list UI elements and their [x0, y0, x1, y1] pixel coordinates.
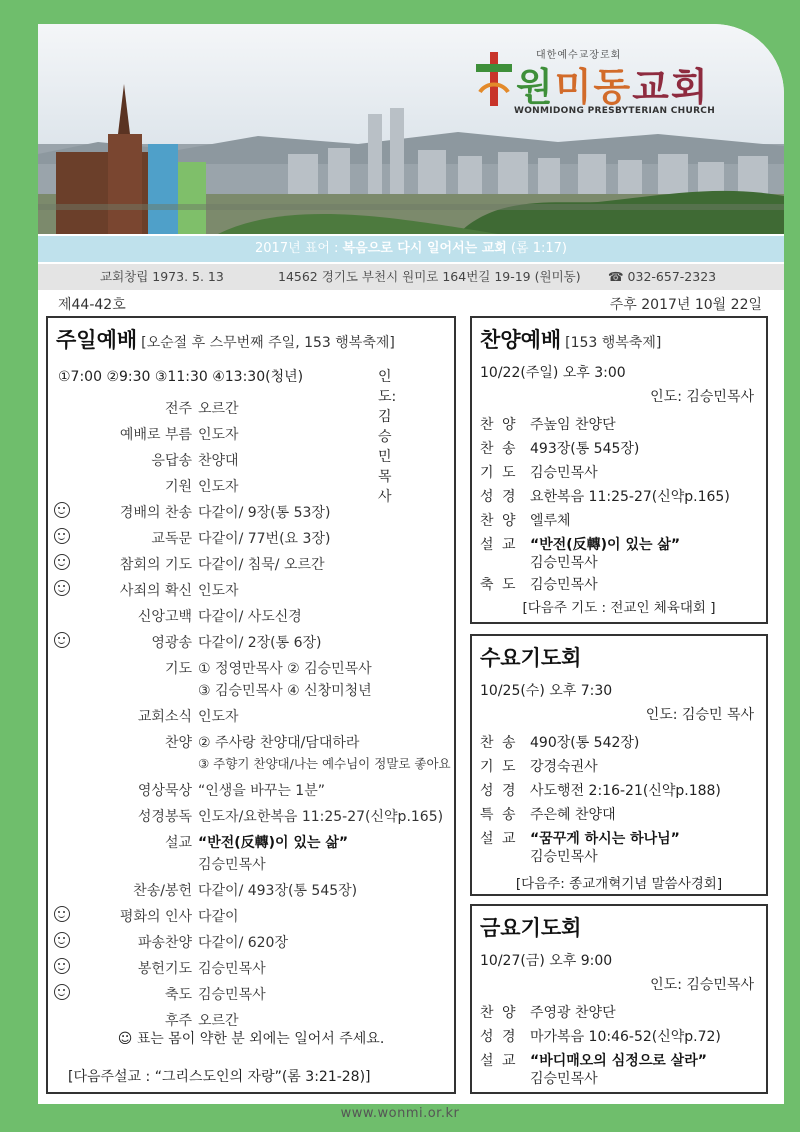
friday-row: 찬 양 주영광 찬양단 [480, 1005, 616, 1021]
church-info-bar [38, 264, 784, 290]
church-name: 원미동교회 [516, 65, 710, 109]
order-row: 평화의 인사 다같이 [48, 906, 454, 932]
friday-date: 10/27(금) 오후 9:00 [480, 953, 613, 969]
friday-order [472, 1002, 766, 1090]
standing-note: ☺ 표는 몸이 약한 분 외에는 일어서 주세요. [117, 1031, 385, 1047]
prayer-row: 기도 ① 정영만목사 ② 김승민목사 ③ 김승민목사 ④ 신창미청년 [164, 661, 372, 699]
wednesday-prayer-box [470, 634, 768, 896]
church-logo [476, 46, 726, 126]
order-row: 봉헌기도 김승민목사 [48, 958, 454, 984]
issue-number: 제44-42호 [58, 297, 126, 313]
praise-next: [다음주 기도 : 전교인 체육대회 ] [522, 600, 716, 616]
next-sermon: [다음주설교 : “그리스도인의 자랑”(롬 3:21-28)] [68, 1069, 371, 1085]
order-row: 참회의 기도 다같이/ 침묵/ 오르간 [48, 554, 454, 580]
stand-icon [54, 502, 70, 518]
order-row: 축도 김승민목사 [48, 984, 454, 1010]
wednesday-row: 찬 송 490장(통 542장) [480, 735, 640, 751]
stand-icon [54, 906, 70, 922]
phone: ☎ 032-657-2323 [608, 269, 717, 284]
friday-row: 성 경 마가복음 10:46-52(신약p.72) [480, 1029, 721, 1045]
praise-leader: 인도: 김승민목사 [650, 389, 754, 405]
sunday-worship-box [46, 316, 456, 1094]
praise-row: 찬 양 엘루체 [480, 513, 571, 529]
stand-icon [54, 528, 70, 544]
wednesday-date: 10/25(수) 오후 7:30 [480, 683, 613, 699]
church-english-name: WONMIDONG PRESBYTERIAN CHURCH [514, 106, 716, 116]
order-row: 교독문 다같이/ 77번(요 3장) [48, 528, 454, 554]
bulletin-sheet [38, 24, 784, 1104]
praise-row: 성 경 요한복음 11:25-27(신약p.165) [480, 489, 730, 505]
friday-prayer-box [470, 904, 768, 1094]
friday-sermon-row: 설 교 “바디매오의 심정으로 살라” 김승민목사 [480, 1053, 707, 1087]
service-times: ①7:00 ②9:30 ③11:30 ④13:30(청년) 인도: 김승민목사 [58, 366, 303, 386]
praise-row: 기 도 김승민목사 [480, 465, 598, 481]
friday-leader: 인도: 김승민목사 [650, 977, 754, 993]
yearly-motto: 2017년 표어 : 복음으로 다시 일어서는 교회 (롬 1:17) [38, 236, 784, 262]
order-row: 파송찬양 다같이/ 620장 [48, 932, 454, 958]
wednesday-row: 기 도 강경숙권사 [480, 759, 598, 775]
stand-icon [54, 984, 70, 1000]
stand-icon [54, 554, 70, 570]
order-row: 기원 인도자 [164, 479, 239, 495]
order-of-worship [48, 398, 454, 1036]
order-row: 후주 오르간 [164, 1013, 239, 1029]
founded-date: 교회창립 1973. 5. 13 [100, 269, 224, 284]
praise-date: 10/22(주일) 오후 3:00 [480, 365, 626, 381]
address: 14562 경기도 부천시 원미로 164번길 19-19 (원미동) [278, 269, 581, 284]
issue-date: 주후 2017년 10월 22일 [609, 297, 762, 313]
stand-icon [54, 958, 70, 974]
website-link[interactable]: www.wonmi.or.kr [340, 1106, 460, 1121]
wednesday-next: [다음주: 종교개혁기념 말씀사경회] [515, 876, 723, 892]
order-row: 영광송 다같이/ 2장(통 6장) [48, 632, 454, 658]
praise-order [472, 414, 766, 598]
stand-icon [54, 932, 70, 948]
friday-heading: 금요기도회 [480, 916, 582, 940]
sermon-row: 설교 “반전(反轉)이 있는 삶” 김승민목사 [164, 835, 349, 873]
praise-sermon-row: 설 교 “반전(反轉)이 있는 삶” 김승민목사 [480, 537, 681, 571]
order-row: 찬송/봉헌 다같이/ 493장(통 545장) [133, 883, 358, 899]
banner [38, 24, 784, 234]
sunday-heading: 주일예배 [오순절 후 스무번째 주일, 153 행복축제] [56, 328, 395, 352]
stand-icon [54, 632, 70, 648]
order-row: 경배의 찬송 다같이/ 9장(통 53장) [48, 502, 454, 528]
service-leader: 인도: 김승민목사 [378, 369, 397, 505]
denomination-label: 대한예수교장로회 [536, 50, 622, 61]
order-row: 신앙고백 다같이/ 사도신경 [137, 609, 302, 625]
praise-worship-box [470, 316, 768, 624]
praise-row: 찬 송 493장(통 545장) [480, 441, 640, 457]
order-row: 전주 오르간 [164, 401, 239, 417]
praise-heading: 찬양예배 [153 행복축제] [480, 328, 662, 352]
order-row: 응답송 찬양대 [151, 453, 239, 469]
praise-row: 축 도 김승민목사 [480, 577, 598, 593]
video-row: 영상묵상 “인생을 바꾸는 1분” [137, 783, 325, 799]
wednesday-order [472, 732, 766, 868]
wednesday-leader: 인도: 김승민 목사 [645, 707, 754, 723]
reading-row: 성경봉독 인도자/요한복음 11:25-27(신약p.165) [137, 809, 444, 825]
wednesday-heading: 수요기도회 [480, 646, 582, 670]
stand-icon [54, 580, 70, 596]
praise-row: 찬 양 주높임 찬양단 [480, 417, 616, 433]
choir-row: 찬양 ② 주사랑 찬양대/담대하라 ③ 주향기 찬양대/나는 예수님이 정말로 좋아요 [164, 735, 451, 771]
wednesday-row: 성 경 사도행전 2:16-21(신약p.188) [480, 783, 721, 799]
wednesday-sermon-row: 설 교 “꿈꾸게 하시는 하나님” 김승민목사 [480, 831, 680, 865]
news-row: 교회소식 인도자 [137, 709, 239, 725]
wednesday-row: 특 송 주은혜 찬양대 [480, 807, 616, 823]
order-row: 예배로 부름 인도자 [119, 427, 239, 443]
order-row: 사죄의 확신 인도자 [48, 580, 454, 606]
cross-icon [476, 52, 512, 106]
